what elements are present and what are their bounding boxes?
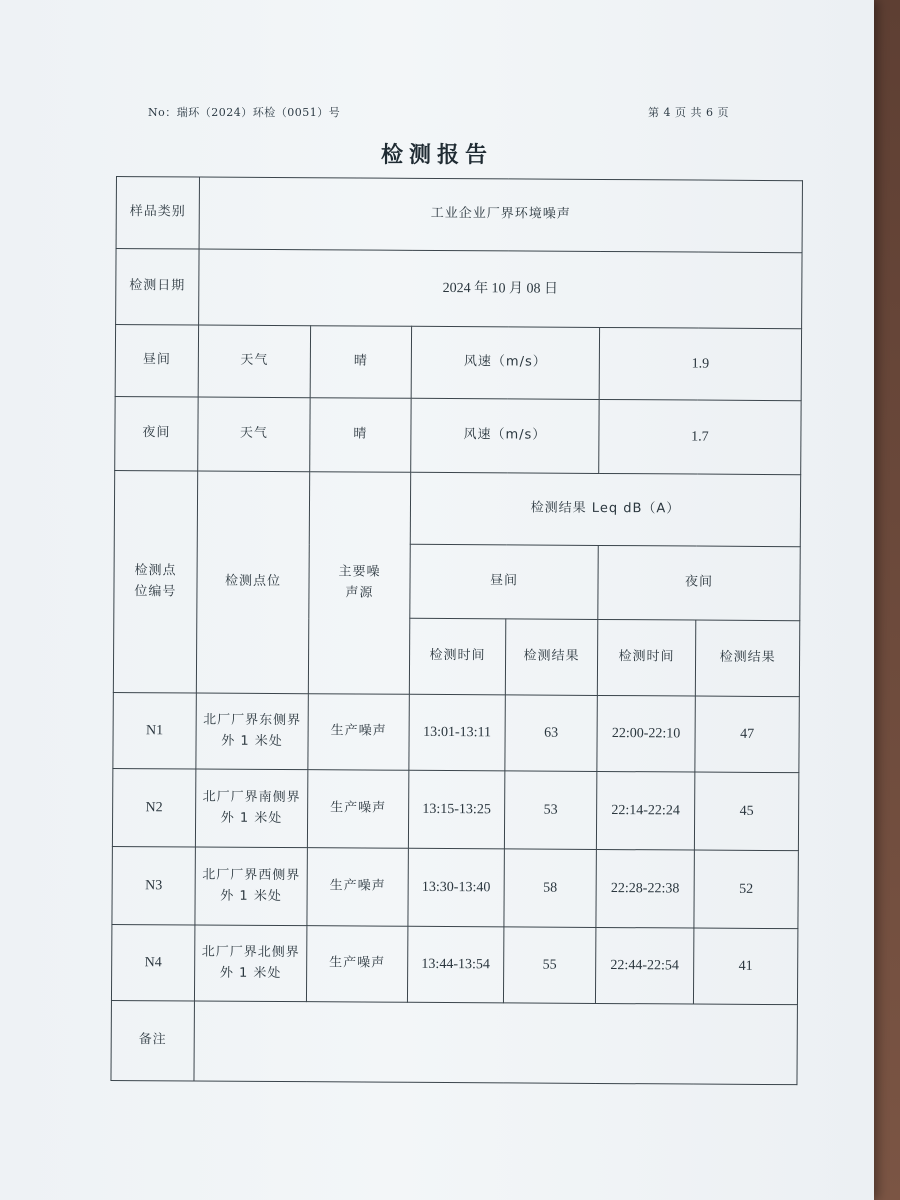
row-day-result: 58 [504,849,596,928]
row-location: 北厂厂界西侧界外 1 米处 [195,847,307,926]
col-night-time: 检测时间 [597,619,695,696]
row-day-result: 55 [503,927,595,1004]
table-row [112,846,799,928]
col-point-location: 检测点位 [196,471,309,694]
row-point-id: N3 [112,846,195,925]
row-day-time: 13:15-13:25 [408,770,504,849]
weather-day-weather-label: 天气 [198,325,310,398]
column-header-row-1 [114,470,800,546]
sample-type-label: 样品类别 [116,177,199,250]
col-night-result: 检测结果 [695,620,800,697]
col-result-header: 检测结果 Leq dB（A） [410,472,800,546]
row-night-result: 41 [693,928,798,1005]
weather-night-weather-value: 晴 [310,398,411,473]
weather-day-wind-label: 风速（m/s） [411,326,599,399]
row-day-result: 53 [504,771,596,850]
row-night-time: 22:14-22:24 [596,771,694,850]
row-location: 北厂厂界北侧界外 1 米处 [194,925,306,1002]
col-day-result: 检测结果 [505,619,597,696]
noise-report-table [110,176,803,1085]
row-point-id: N2 [112,768,195,847]
weather-night-row [115,396,801,474]
row-source: 生产噪声 [308,694,409,771]
row-day-time: 13:30-13:40 [408,848,504,927]
remarks-label: 备注 [111,1000,194,1081]
remarks-value [194,1001,798,1085]
date-label: 检测日期 [116,249,199,326]
row-night-result: 52 [694,850,799,929]
table-row [113,692,799,772]
col-point-id [113,470,197,693]
row-night-result: 47 [695,696,800,773]
date-row [116,249,802,329]
row-night-time: 22:44-22:54 [595,927,693,1004]
table-row [111,924,797,1004]
weather-night-weather-label: 天气 [198,397,310,472]
col-point-id-text: 检测点位编号 [134,563,177,599]
row-point-id: N4 [111,924,194,1001]
row-source: 生产噪声 [306,926,407,1003]
row-night-time: 22:00-22:10 [597,695,695,772]
weather-day-weather-value: 晴 [310,326,411,399]
row-source: 生产噪声 [307,770,408,849]
weather-day-row [115,325,801,401]
date-value: 2024 年 10 月 08 日 [199,249,802,329]
col-day-time: 检测时间 [409,618,505,695]
weather-day-label: 昼间 [115,325,198,398]
row-location: 北厂厂界南侧界外 1 米处 [195,769,307,848]
row-day-time: 13:01-13:11 [409,694,505,771]
row-source: 生产噪声 [307,848,408,927]
weather-night-label: 夜间 [115,396,198,471]
weather-night-wind-value: 1.7 [599,399,801,474]
page-title: 检测报告 [380,143,493,168]
page-info: 第 4 页 共 6 页 [648,106,729,119]
row-location: 北厂厂界东侧界外 1 米处 [196,693,308,770]
row-night-result: 45 [694,772,799,851]
col-night: 夜间 [598,545,800,620]
report-number: No：瑞环（2024）环检（0051）号 [148,106,341,119]
row-night-time: 22:28-22:38 [596,849,694,928]
col-noise-source-text: 主要噪声源 [338,564,381,601]
remarks-row [111,1000,798,1084]
col-day: 昼间 [410,544,598,619]
weather-day-wind-value: 1.9 [599,327,801,400]
row-day-time: 13:44-13:54 [407,926,503,1003]
weather-night-wind-label: 风速（m/s） [411,398,599,473]
row-day-result: 63 [505,695,597,772]
table-row [112,768,799,850]
col-noise-source [308,472,410,695]
sample-type-value: 工业企业厂界环境噪声 [199,177,802,253]
row-point-id: N1 [113,692,196,769]
sample-type-row [116,177,802,253]
